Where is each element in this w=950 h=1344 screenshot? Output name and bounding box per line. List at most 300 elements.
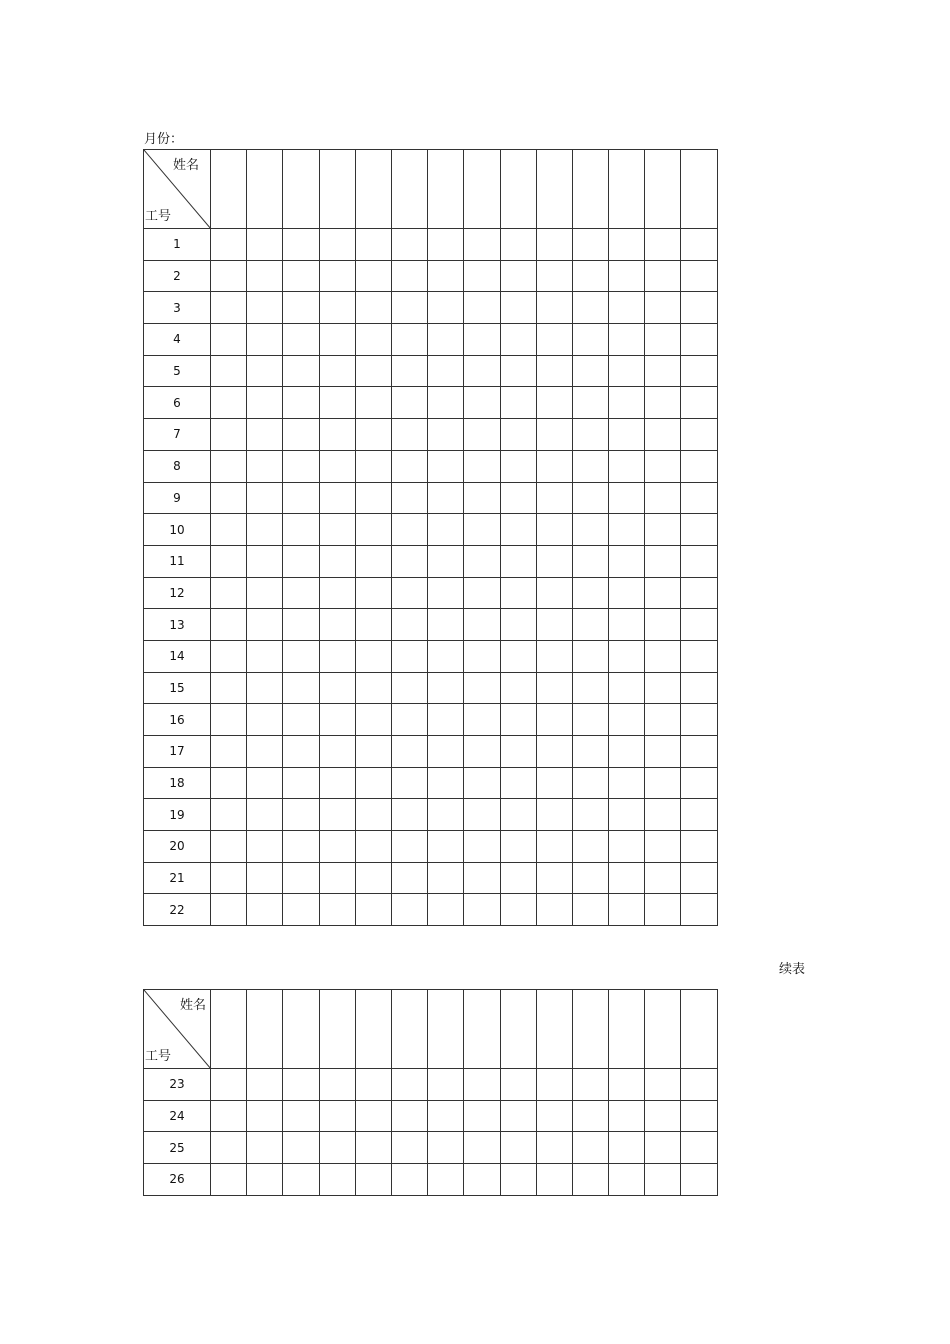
attendance-cell[interactable] bbox=[283, 450, 319, 482]
attendance-cell[interactable] bbox=[609, 260, 645, 292]
attendance-cell[interactable] bbox=[536, 229, 572, 261]
attendance-cell[interactable] bbox=[500, 577, 536, 609]
attendance-cell[interactable] bbox=[211, 387, 247, 419]
attendance-cell[interactable] bbox=[319, 577, 355, 609]
attendance-cell[interactable] bbox=[500, 767, 536, 799]
attendance-cell[interactable] bbox=[609, 609, 645, 641]
attendance-cell[interactable] bbox=[428, 355, 464, 387]
attendance-cell[interactable] bbox=[247, 545, 283, 577]
attendance-cell[interactable] bbox=[319, 260, 355, 292]
attendance-cell[interactable] bbox=[464, 672, 500, 704]
attendance-cell[interactable] bbox=[500, 894, 536, 926]
attendance-cell[interactable] bbox=[283, 1069, 319, 1101]
attendance-cell[interactable] bbox=[428, 1132, 464, 1164]
attendance-cell[interactable] bbox=[391, 767, 427, 799]
attendance-cell[interactable] bbox=[536, 1132, 572, 1164]
attendance-cell[interactable] bbox=[319, 324, 355, 356]
attendance-cell[interactable] bbox=[500, 1132, 536, 1164]
attendance-cell[interactable] bbox=[464, 1164, 500, 1196]
attendance-cell[interactable] bbox=[536, 514, 572, 546]
name-header-cell[interactable] bbox=[536, 990, 572, 1069]
attendance-cell[interactable] bbox=[464, 1069, 500, 1101]
attendance-cell[interactable] bbox=[319, 704, 355, 736]
attendance-cell[interactable] bbox=[211, 1164, 247, 1196]
attendance-cell[interactable] bbox=[355, 799, 391, 831]
attendance-cell[interactable] bbox=[247, 1132, 283, 1164]
attendance-cell[interactable] bbox=[681, 577, 717, 609]
attendance-cell[interactable] bbox=[464, 545, 500, 577]
attendance-cell[interactable] bbox=[428, 577, 464, 609]
attendance-cell[interactable] bbox=[645, 767, 681, 799]
attendance-cell[interactable] bbox=[283, 862, 319, 894]
attendance-cell[interactable] bbox=[536, 355, 572, 387]
attendance-cell[interactable] bbox=[609, 1164, 645, 1196]
attendance-cell[interactable] bbox=[464, 1100, 500, 1132]
name-header-cell[interactable] bbox=[247, 990, 283, 1069]
attendance-cell[interactable] bbox=[536, 767, 572, 799]
attendance-cell[interactable] bbox=[428, 704, 464, 736]
attendance-cell[interactable] bbox=[247, 450, 283, 482]
name-header-cell[interactable] bbox=[572, 990, 608, 1069]
attendance-cell[interactable] bbox=[319, 482, 355, 514]
attendance-cell[interactable] bbox=[355, 387, 391, 419]
attendance-cell[interactable] bbox=[681, 736, 717, 768]
attendance-cell[interactable] bbox=[211, 894, 247, 926]
attendance-cell[interactable] bbox=[283, 260, 319, 292]
attendance-cell[interactable] bbox=[500, 672, 536, 704]
attendance-cell[interactable] bbox=[572, 514, 608, 546]
name-header-cell[interactable] bbox=[572, 150, 608, 229]
attendance-cell[interactable] bbox=[609, 1132, 645, 1164]
attendance-cell[interactable] bbox=[536, 577, 572, 609]
attendance-cell[interactable] bbox=[645, 229, 681, 261]
attendance-cell[interactable] bbox=[609, 1100, 645, 1132]
attendance-cell[interactable] bbox=[681, 767, 717, 799]
attendance-cell[interactable] bbox=[247, 831, 283, 863]
attendance-cell[interactable] bbox=[247, 577, 283, 609]
attendance-cell[interactable] bbox=[572, 229, 608, 261]
attendance-cell[interactable] bbox=[355, 577, 391, 609]
attendance-cell[interactable] bbox=[428, 894, 464, 926]
attendance-cell[interactable] bbox=[645, 609, 681, 641]
attendance-cell[interactable] bbox=[681, 450, 717, 482]
attendance-cell[interactable] bbox=[391, 831, 427, 863]
attendance-cell[interactable] bbox=[681, 704, 717, 736]
attendance-cell[interactable] bbox=[645, 514, 681, 546]
attendance-cell[interactable] bbox=[464, 324, 500, 356]
attendance-cell[interactable] bbox=[355, 1132, 391, 1164]
attendance-cell[interactable] bbox=[355, 292, 391, 324]
attendance-cell[interactable] bbox=[572, 324, 608, 356]
attendance-cell[interactable] bbox=[500, 704, 536, 736]
attendance-cell[interactable] bbox=[609, 672, 645, 704]
attendance-cell[interactable] bbox=[645, 704, 681, 736]
attendance-cell[interactable] bbox=[609, 640, 645, 672]
attendance-cell[interactable] bbox=[464, 229, 500, 261]
attendance-cell[interactable] bbox=[681, 1164, 717, 1196]
attendance-cell[interactable] bbox=[464, 1132, 500, 1164]
attendance-cell[interactable] bbox=[500, 229, 536, 261]
attendance-cell[interactable] bbox=[428, 862, 464, 894]
attendance-cell[interactable] bbox=[645, 577, 681, 609]
attendance-cell[interactable] bbox=[355, 482, 391, 514]
name-header-cell[interactable] bbox=[681, 150, 717, 229]
attendance-cell[interactable] bbox=[428, 831, 464, 863]
attendance-cell[interactable] bbox=[645, 831, 681, 863]
attendance-cell[interactable] bbox=[391, 704, 427, 736]
attendance-cell[interactable] bbox=[681, 894, 717, 926]
attendance-cell[interactable] bbox=[211, 324, 247, 356]
attendance-cell[interactable] bbox=[391, 609, 427, 641]
attendance-cell[interactable] bbox=[319, 387, 355, 419]
attendance-cell[interactable] bbox=[247, 736, 283, 768]
attendance-cell[interactable] bbox=[319, 355, 355, 387]
attendance-cell[interactable] bbox=[609, 324, 645, 356]
attendance-cell[interactable] bbox=[681, 387, 717, 419]
attendance-cell[interactable] bbox=[464, 831, 500, 863]
attendance-cell[interactable] bbox=[211, 482, 247, 514]
attendance-cell[interactable] bbox=[645, 799, 681, 831]
attendance-cell[interactable] bbox=[428, 1100, 464, 1132]
attendance-cell[interactable] bbox=[609, 482, 645, 514]
attendance-cell[interactable] bbox=[536, 450, 572, 482]
name-header-cell[interactable] bbox=[428, 990, 464, 1069]
attendance-cell[interactable] bbox=[247, 419, 283, 451]
attendance-cell[interactable] bbox=[645, 482, 681, 514]
attendance-cell[interactable] bbox=[211, 1100, 247, 1132]
name-header-cell[interactable] bbox=[283, 990, 319, 1069]
attendance-cell[interactable] bbox=[211, 767, 247, 799]
attendance-cell[interactable] bbox=[464, 862, 500, 894]
attendance-cell[interactable] bbox=[500, 799, 536, 831]
attendance-cell[interactable] bbox=[609, 767, 645, 799]
attendance-cell[interactable] bbox=[572, 640, 608, 672]
attendance-cell[interactable] bbox=[247, 1100, 283, 1132]
attendance-cell[interactable] bbox=[428, 1069, 464, 1101]
name-header-cell[interactable] bbox=[391, 150, 427, 229]
attendance-cell[interactable] bbox=[500, 419, 536, 451]
attendance-cell[interactable] bbox=[211, 1132, 247, 1164]
name-header-cell[interactable] bbox=[211, 990, 247, 1069]
attendance-cell[interactable] bbox=[247, 672, 283, 704]
attendance-cell[interactable] bbox=[391, 799, 427, 831]
attendance-cell[interactable] bbox=[645, 894, 681, 926]
attendance-cell[interactable] bbox=[355, 514, 391, 546]
attendance-cell[interactable] bbox=[572, 704, 608, 736]
attendance-cell[interactable] bbox=[609, 577, 645, 609]
attendance-cell[interactable] bbox=[391, 1069, 427, 1101]
attendance-cell[interactable] bbox=[572, 609, 608, 641]
attendance-cell[interactable] bbox=[536, 482, 572, 514]
attendance-cell[interactable] bbox=[500, 1164, 536, 1196]
attendance-cell[interactable] bbox=[355, 1100, 391, 1132]
attendance-cell[interactable] bbox=[211, 799, 247, 831]
attendance-cell[interactable] bbox=[464, 387, 500, 419]
attendance-cell[interactable] bbox=[283, 545, 319, 577]
attendance-cell[interactable] bbox=[211, 577, 247, 609]
attendance-cell[interactable] bbox=[464, 736, 500, 768]
attendance-cell[interactable] bbox=[247, 640, 283, 672]
attendance-cell[interactable] bbox=[355, 260, 391, 292]
attendance-cell[interactable] bbox=[355, 640, 391, 672]
attendance-cell[interactable] bbox=[609, 545, 645, 577]
attendance-cell[interactable] bbox=[247, 482, 283, 514]
name-header-cell[interactable] bbox=[319, 990, 355, 1069]
attendance-cell[interactable] bbox=[536, 672, 572, 704]
attendance-cell[interactable] bbox=[355, 229, 391, 261]
attendance-cell[interactable] bbox=[500, 324, 536, 356]
attendance-cell[interactable] bbox=[464, 894, 500, 926]
attendance-cell[interactable] bbox=[609, 862, 645, 894]
attendance-cell[interactable] bbox=[464, 260, 500, 292]
attendance-cell[interactable] bbox=[283, 229, 319, 261]
attendance-cell[interactable] bbox=[464, 767, 500, 799]
attendance-cell[interactable] bbox=[247, 292, 283, 324]
attendance-cell[interactable] bbox=[464, 292, 500, 324]
attendance-cell[interactable] bbox=[572, 799, 608, 831]
attendance-cell[interactable] bbox=[283, 767, 319, 799]
attendance-cell[interactable] bbox=[428, 292, 464, 324]
attendance-cell[interactable] bbox=[572, 482, 608, 514]
attendance-cell[interactable] bbox=[645, 545, 681, 577]
name-header-cell[interactable] bbox=[464, 150, 500, 229]
attendance-cell[interactable] bbox=[283, 1132, 319, 1164]
attendance-cell[interactable] bbox=[319, 609, 355, 641]
attendance-cell[interactable] bbox=[355, 894, 391, 926]
attendance-cell[interactable] bbox=[211, 736, 247, 768]
attendance-cell[interactable] bbox=[391, 672, 427, 704]
attendance-cell[interactable] bbox=[681, 229, 717, 261]
name-header-cell[interactable] bbox=[464, 990, 500, 1069]
attendance-cell[interactable] bbox=[681, 609, 717, 641]
attendance-cell[interactable] bbox=[681, 1100, 717, 1132]
attendance-cell[interactable] bbox=[211, 862, 247, 894]
attendance-cell[interactable] bbox=[319, 767, 355, 799]
attendance-cell[interactable] bbox=[283, 1164, 319, 1196]
attendance-cell[interactable] bbox=[211, 450, 247, 482]
attendance-cell[interactable] bbox=[211, 672, 247, 704]
attendance-cell[interactable] bbox=[572, 577, 608, 609]
attendance-cell[interactable] bbox=[391, 260, 427, 292]
name-header-cell[interactable] bbox=[645, 150, 681, 229]
attendance-cell[interactable] bbox=[211, 229, 247, 261]
attendance-cell[interactable] bbox=[247, 260, 283, 292]
attendance-cell[interactable] bbox=[572, 672, 608, 704]
name-header-cell[interactable] bbox=[355, 990, 391, 1069]
attendance-cell[interactable] bbox=[283, 736, 319, 768]
attendance-cell[interactable] bbox=[681, 514, 717, 546]
attendance-cell[interactable] bbox=[211, 292, 247, 324]
attendance-cell[interactable] bbox=[283, 292, 319, 324]
attendance-cell[interactable] bbox=[536, 894, 572, 926]
attendance-cell[interactable] bbox=[247, 514, 283, 546]
attendance-cell[interactable] bbox=[283, 355, 319, 387]
attendance-cell[interactable] bbox=[681, 672, 717, 704]
attendance-cell[interactable] bbox=[211, 640, 247, 672]
attendance-cell[interactable] bbox=[428, 514, 464, 546]
attendance-cell[interactable] bbox=[536, 736, 572, 768]
attendance-cell[interactable] bbox=[283, 609, 319, 641]
attendance-cell[interactable] bbox=[572, 355, 608, 387]
attendance-cell[interactable] bbox=[283, 704, 319, 736]
attendance-cell[interactable] bbox=[391, 640, 427, 672]
attendance-cell[interactable] bbox=[609, 229, 645, 261]
attendance-cell[interactable] bbox=[500, 514, 536, 546]
name-header-cell[interactable] bbox=[645, 990, 681, 1069]
attendance-cell[interactable] bbox=[319, 1100, 355, 1132]
attendance-cell[interactable] bbox=[319, 736, 355, 768]
attendance-cell[interactable] bbox=[681, 831, 717, 863]
attendance-cell[interactable] bbox=[500, 355, 536, 387]
attendance-cell[interactable] bbox=[464, 799, 500, 831]
attendance-cell[interactable] bbox=[247, 324, 283, 356]
name-header-cell[interactable] bbox=[283, 150, 319, 229]
name-header-cell[interactable] bbox=[247, 150, 283, 229]
attendance-cell[interactable] bbox=[609, 450, 645, 482]
attendance-cell[interactable] bbox=[428, 324, 464, 356]
attendance-cell[interactable] bbox=[391, 229, 427, 261]
attendance-cell[interactable] bbox=[283, 514, 319, 546]
attendance-cell[interactable] bbox=[572, 1164, 608, 1196]
attendance-cell[interactable] bbox=[681, 640, 717, 672]
attendance-cell[interactable] bbox=[355, 1164, 391, 1196]
attendance-cell[interactable] bbox=[681, 292, 717, 324]
attendance-cell[interactable] bbox=[609, 292, 645, 324]
attendance-cell[interactable] bbox=[283, 419, 319, 451]
attendance-cell[interactable] bbox=[464, 609, 500, 641]
attendance-cell[interactable] bbox=[428, 545, 464, 577]
attendance-cell[interactable] bbox=[211, 1069, 247, 1101]
attendance-cell[interactable] bbox=[536, 862, 572, 894]
attendance-cell[interactable] bbox=[500, 387, 536, 419]
attendance-cell[interactable] bbox=[247, 894, 283, 926]
name-header-cell[interactable] bbox=[500, 990, 536, 1069]
attendance-cell[interactable] bbox=[681, 862, 717, 894]
attendance-cell[interactable] bbox=[572, 450, 608, 482]
attendance-cell[interactable] bbox=[355, 736, 391, 768]
attendance-cell[interactable] bbox=[283, 799, 319, 831]
attendance-cell[interactable] bbox=[500, 450, 536, 482]
attendance-cell[interactable] bbox=[283, 324, 319, 356]
attendance-cell[interactable] bbox=[211, 545, 247, 577]
attendance-cell[interactable] bbox=[609, 355, 645, 387]
attendance-cell[interactable] bbox=[645, 292, 681, 324]
attendance-cell[interactable] bbox=[428, 640, 464, 672]
attendance-cell[interactable] bbox=[536, 1100, 572, 1132]
attendance-cell[interactable] bbox=[247, 229, 283, 261]
name-header-cell[interactable] bbox=[609, 150, 645, 229]
attendance-cell[interactable] bbox=[500, 640, 536, 672]
attendance-cell[interactable] bbox=[536, 831, 572, 863]
attendance-cell[interactable] bbox=[428, 482, 464, 514]
attendance-cell[interactable] bbox=[283, 1100, 319, 1132]
attendance-cell[interactable] bbox=[247, 704, 283, 736]
attendance-cell[interactable] bbox=[572, 831, 608, 863]
attendance-cell[interactable] bbox=[609, 894, 645, 926]
attendance-cell[interactable] bbox=[391, 862, 427, 894]
attendance-cell[interactable] bbox=[500, 862, 536, 894]
attendance-cell[interactable] bbox=[391, 292, 427, 324]
attendance-cell[interactable] bbox=[319, 862, 355, 894]
attendance-cell[interactable] bbox=[283, 640, 319, 672]
attendance-cell[interactable] bbox=[391, 894, 427, 926]
attendance-cell[interactable] bbox=[645, 672, 681, 704]
attendance-cell[interactable] bbox=[391, 324, 427, 356]
attendance-cell[interactable] bbox=[464, 482, 500, 514]
attendance-cell[interactable] bbox=[319, 672, 355, 704]
attendance-cell[interactable] bbox=[319, 640, 355, 672]
attendance-cell[interactable] bbox=[283, 831, 319, 863]
attendance-cell[interactable] bbox=[319, 292, 355, 324]
attendance-cell[interactable] bbox=[428, 229, 464, 261]
attendance-cell[interactable] bbox=[428, 387, 464, 419]
attendance-cell[interactable] bbox=[572, 894, 608, 926]
name-header-cell[interactable] bbox=[428, 150, 464, 229]
attendance-cell[interactable] bbox=[319, 229, 355, 261]
attendance-cell[interactable] bbox=[572, 1100, 608, 1132]
attendance-cell[interactable] bbox=[536, 260, 572, 292]
attendance-cell[interactable] bbox=[355, 355, 391, 387]
attendance-cell[interactable] bbox=[319, 419, 355, 451]
attendance-cell[interactable] bbox=[500, 1069, 536, 1101]
attendance-cell[interactable] bbox=[536, 704, 572, 736]
attendance-cell[interactable] bbox=[681, 482, 717, 514]
attendance-cell[interactable] bbox=[572, 767, 608, 799]
attendance-cell[interactable] bbox=[609, 387, 645, 419]
attendance-cell[interactable] bbox=[391, 387, 427, 419]
attendance-cell[interactable] bbox=[355, 1069, 391, 1101]
attendance-cell[interactable] bbox=[681, 419, 717, 451]
attendance-cell[interactable] bbox=[319, 831, 355, 863]
attendance-cell[interactable] bbox=[464, 704, 500, 736]
attendance-cell[interactable] bbox=[355, 831, 391, 863]
attendance-cell[interactable] bbox=[572, 1132, 608, 1164]
attendance-cell[interactable] bbox=[609, 704, 645, 736]
attendance-cell[interactable] bbox=[355, 672, 391, 704]
attendance-cell[interactable] bbox=[464, 514, 500, 546]
attendance-cell[interactable] bbox=[536, 1164, 572, 1196]
attendance-cell[interactable] bbox=[464, 419, 500, 451]
attendance-cell[interactable] bbox=[428, 419, 464, 451]
attendance-cell[interactable] bbox=[536, 1069, 572, 1101]
attendance-cell[interactable] bbox=[247, 387, 283, 419]
attendance-cell[interactable] bbox=[319, 1132, 355, 1164]
attendance-cell[interactable] bbox=[572, 387, 608, 419]
attendance-cell[interactable] bbox=[355, 767, 391, 799]
attendance-cell[interactable] bbox=[319, 799, 355, 831]
attendance-cell[interactable] bbox=[211, 514, 247, 546]
attendance-cell[interactable] bbox=[572, 292, 608, 324]
attendance-cell[interactable] bbox=[428, 1164, 464, 1196]
attendance-cell[interactable] bbox=[319, 514, 355, 546]
attendance-cell[interactable] bbox=[645, 419, 681, 451]
attendance-cell[interactable] bbox=[500, 736, 536, 768]
attendance-cell[interactable] bbox=[500, 292, 536, 324]
attendance-cell[interactable] bbox=[247, 767, 283, 799]
attendance-cell[interactable] bbox=[645, 1132, 681, 1164]
attendance-cell[interactable] bbox=[355, 450, 391, 482]
attendance-cell[interactable] bbox=[536, 419, 572, 451]
attendance-cell[interactable] bbox=[681, 1069, 717, 1101]
attendance-cell[interactable] bbox=[645, 1069, 681, 1101]
attendance-cell[interactable] bbox=[609, 514, 645, 546]
attendance-cell[interactable] bbox=[681, 545, 717, 577]
attendance-cell[interactable] bbox=[500, 1100, 536, 1132]
attendance-cell[interactable] bbox=[391, 514, 427, 546]
name-header-cell[interactable] bbox=[536, 150, 572, 229]
attendance-cell[interactable] bbox=[355, 545, 391, 577]
attendance-cell[interactable] bbox=[319, 450, 355, 482]
